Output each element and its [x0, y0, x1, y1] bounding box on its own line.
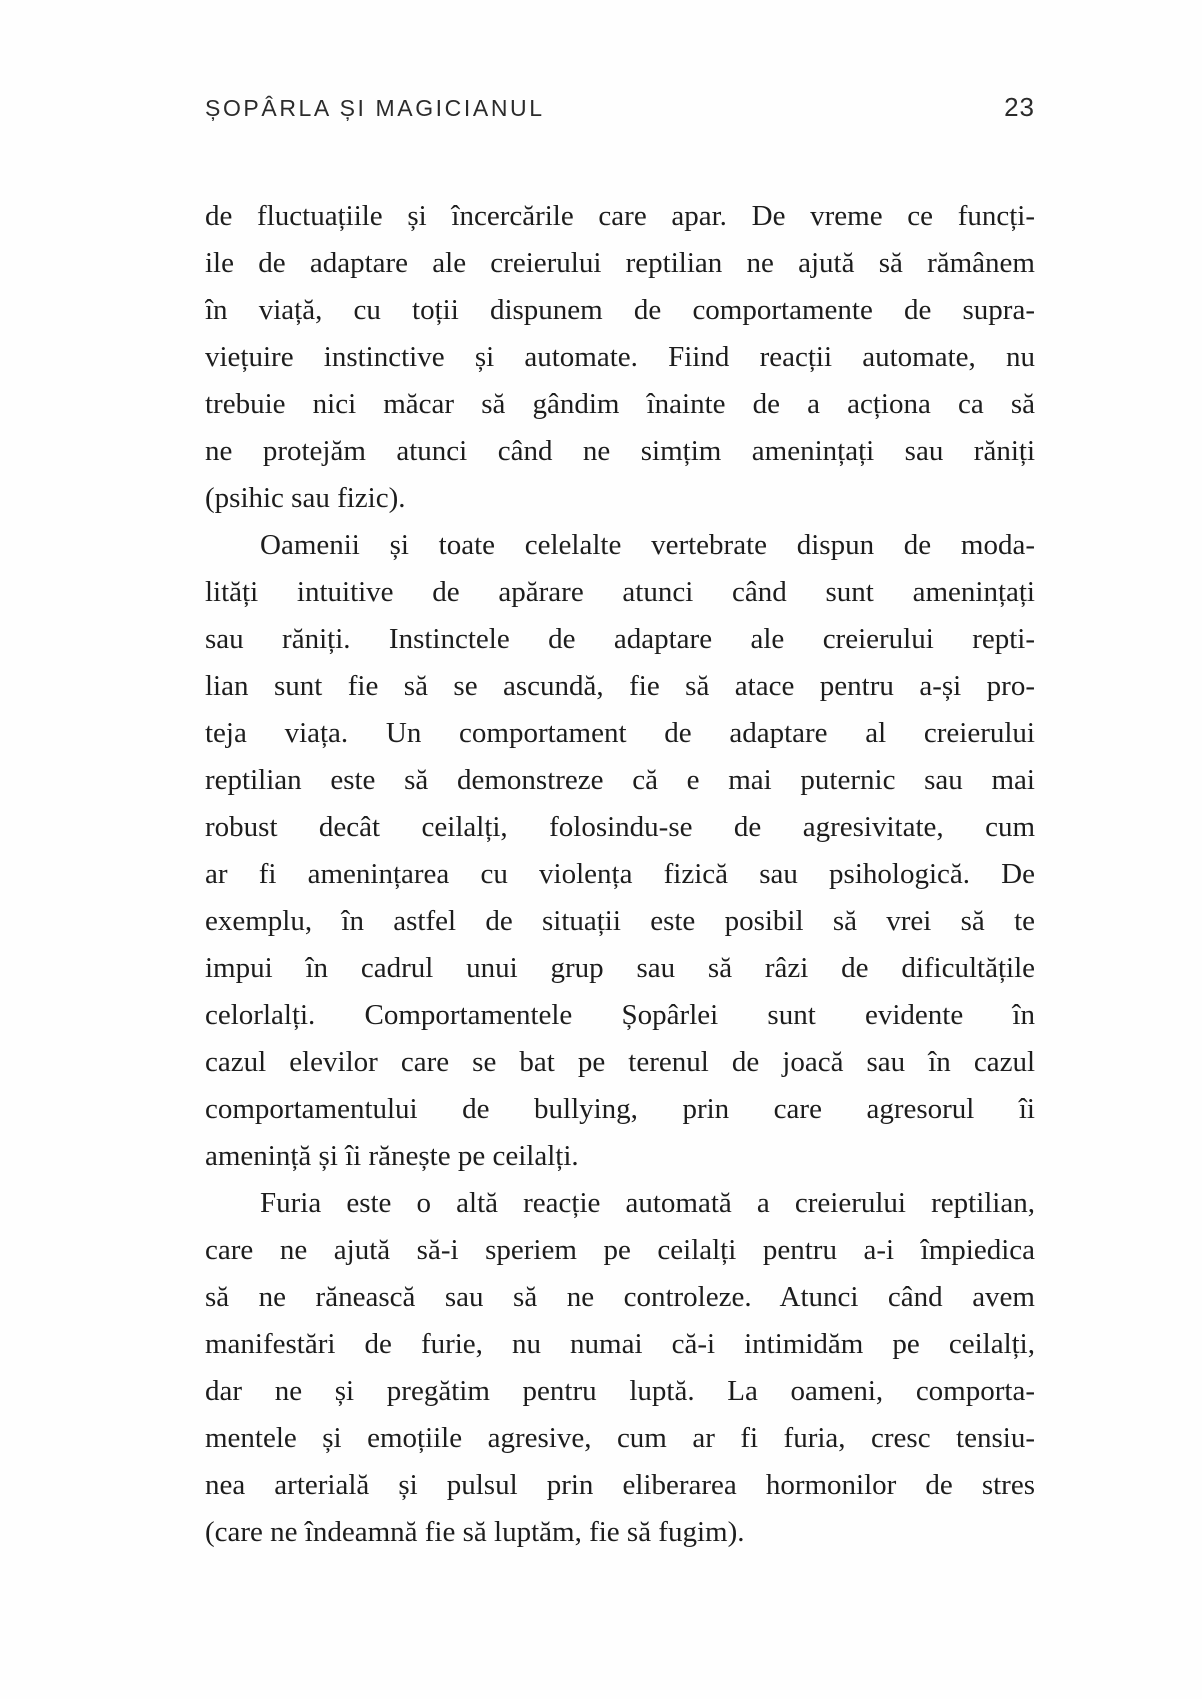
text-line: dar ne și pregătim pentru luptă. La oameni, comporta-: [205, 1375, 1035, 1407]
text-line: de fluctuațiile și încercările care apar. De vreme ce funcți-: [205, 200, 1035, 232]
text-line: Oamenii și toate celelalte vertebrate dispun de moda-: [260, 529, 1035, 561]
text-line: ne protejăm atunci când ne simțim amenințați sau răniți: [205, 435, 1035, 467]
text-line: ar fi amenințarea cu violența fizică sau psihologică. De: [205, 858, 1035, 890]
page-number: 23: [1004, 92, 1035, 122]
text-line: (psihic sau fizic).: [205, 482, 406, 514]
text-line: reptilian este să demonstreze că e mai puternic sau mai: [205, 764, 1035, 796]
text-line: teja viața. Un comportament de adaptare al creierului: [205, 717, 1035, 749]
paragraph: [205, 522, 1035, 1180]
text-line: care ne ajută să-i speriem pe ceilalți pentru a-i împiedica: [205, 1234, 1035, 1266]
text-line: sau răniți. Instinctele de adaptare ale creierului repti-: [205, 623, 1035, 655]
text-line: celorlalți. Comportamentele Șopârlei sunt evidente în: [205, 999, 1035, 1031]
text-line: cazul elevilor care se bat pe terenul de joacă sau în cazul: [205, 1046, 1035, 1078]
text-line: impui în cadrul unui grup sau să râzi de dificultățile: [205, 952, 1035, 984]
page-title: ȘOPÂRLA ȘI MAGICIANUL: [205, 95, 545, 121]
paragraph: [205, 193, 1035, 522]
text-line: exemplu, în astfel de situații este posibil să vrei să te: [205, 905, 1035, 937]
text-line: amenință și îi rănește pe ceilalți.: [205, 1140, 579, 1172]
paragraph: [205, 1180, 1035, 1556]
text-line: să ne rănească sau să ne controleze. Atunci când avem: [205, 1281, 1035, 1313]
text-line: viețuire instinctive și automate. Fiind reacții automate, nu: [205, 341, 1035, 373]
text-line: comportamentului de bullying, prin care agresorul îi: [205, 1093, 1035, 1125]
text-line: (care ne îndeamnă fie să luptăm, fie să fugim).: [205, 1516, 745, 1548]
text-line: nea arterială și pulsul prin eliberarea hormonilor de stres: [205, 1469, 1035, 1501]
text-line: manifestări de furie, nu numai că-i intimidăm pe ceilalți,: [205, 1328, 1035, 1360]
page-header: [205, 92, 1035, 123]
text-line: în viață, cu toții dispunem de comportamente de supra-: [205, 294, 1035, 326]
text-line: trebuie nici măcar să gândim înainte de a acționa ca să: [205, 388, 1035, 420]
text-line: robust decât ceilalți, folosindu-se de agresivitate, cum: [205, 811, 1035, 843]
text-line: lian sunt fie să se ascundă, fie să atace pentru a-și pro-: [205, 670, 1035, 702]
page-body: [205, 193, 1035, 1556]
text-line: lități intuitive de apărare atunci când sunt amenințați: [205, 576, 1035, 608]
text-line: mentele și emoțiile agresive, cum ar fi furia, cresc tensiu-: [205, 1422, 1035, 1454]
text-line: Furia este o altă reacție automată a creierului reptilian,: [260, 1187, 1035, 1219]
text-line: ile de adaptare ale creierului reptilian ne ajută să rămânem: [205, 247, 1035, 279]
